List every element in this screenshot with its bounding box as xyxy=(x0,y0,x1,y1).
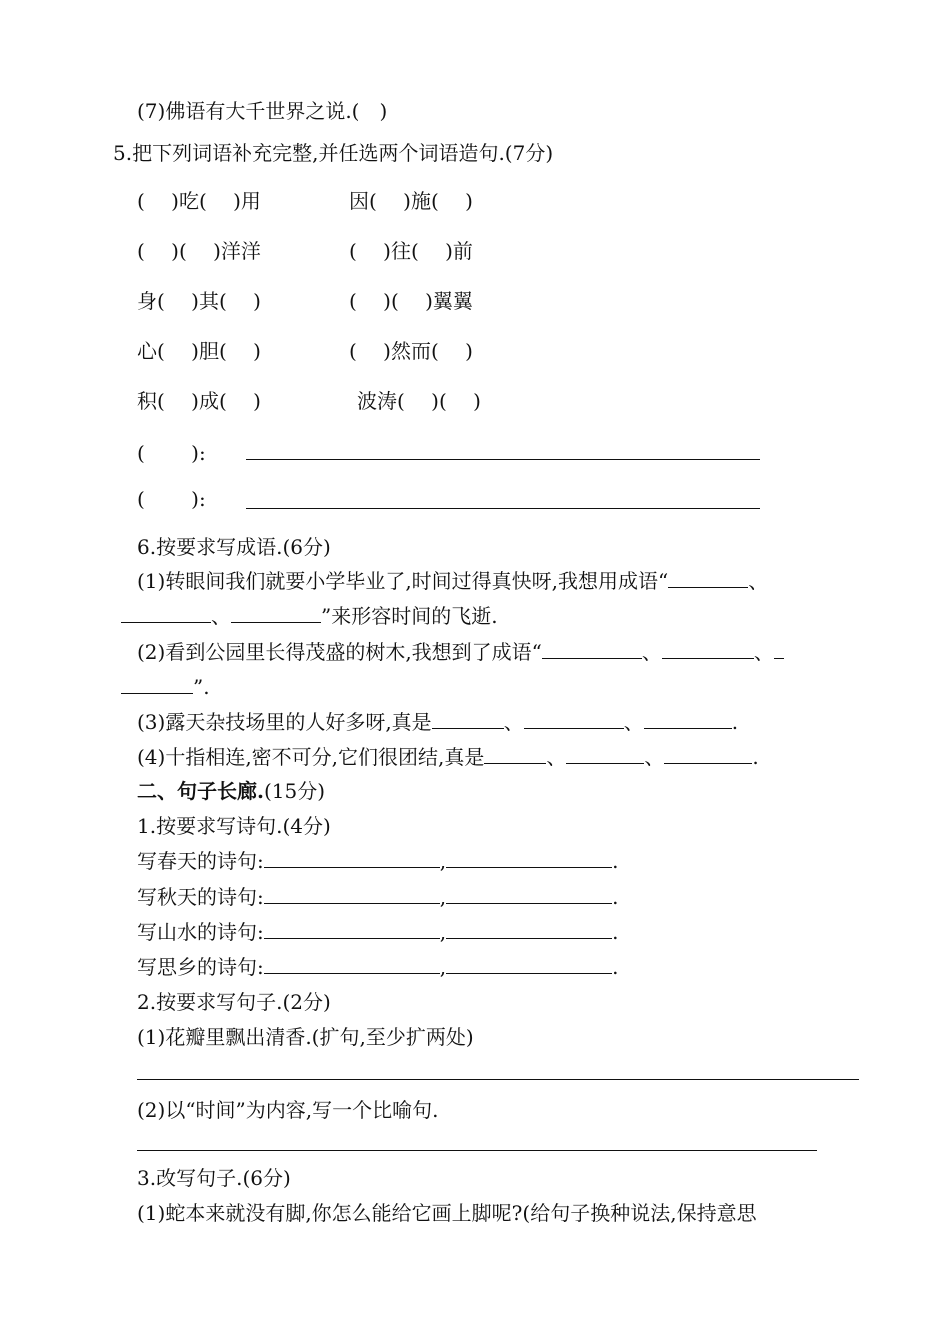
answer-blank[interactable] xyxy=(264,920,440,939)
answer-blank[interactable] xyxy=(121,675,193,694)
separator: , xyxy=(439,920,447,944)
q6-item-2-tail: ”. xyxy=(193,675,210,699)
answer-blank[interactable] xyxy=(446,955,612,974)
s1-spring xyxy=(137,848,618,874)
answer-blank[interactable] xyxy=(432,710,504,729)
separator: 、 xyxy=(546,745,567,769)
separator: . xyxy=(612,955,619,979)
answer-blank[interactable] xyxy=(668,569,748,588)
separator: 、 xyxy=(641,640,662,664)
answer-blank[interactable] xyxy=(484,745,546,764)
separator: . xyxy=(612,885,619,909)
answer-blank[interactable] xyxy=(524,710,624,729)
s1-autumn-label: 写秋天的诗句: xyxy=(137,885,264,909)
q5-blank-2a: ( )( )洋洋 xyxy=(137,239,261,263)
answer-blank[interactable] xyxy=(264,885,440,904)
section-2-heading xyxy=(137,778,325,804)
answer-blank[interactable] xyxy=(264,849,440,868)
separator: 、 xyxy=(644,745,665,769)
q5-title: 5.把下列词语补充完整,并任选两个词语造句.(7分) xyxy=(113,141,554,165)
separator: 、 xyxy=(753,640,774,664)
answer-blank[interactable] xyxy=(664,745,752,764)
q5-blank-4a: 心( )胆( ) xyxy=(137,339,261,363)
q5-blank-2b: ( )往( )前 xyxy=(349,239,473,263)
answer-blank[interactable] xyxy=(231,604,321,623)
s2-item-1-answer-line[interactable] xyxy=(137,1079,859,1080)
s2-item-2: (2)以“时间”为内容,写一个比喻句. xyxy=(137,1098,439,1122)
answer-blank[interactable] xyxy=(662,640,754,659)
separator: . xyxy=(752,745,759,769)
separator: 、 xyxy=(211,604,231,628)
q4-item-7: (7)佛语有大千世界之说.( ) xyxy=(137,99,388,123)
separator: . xyxy=(612,849,619,873)
answer-blank[interactable] xyxy=(121,604,211,623)
separator: , xyxy=(439,849,447,873)
answer-blank[interactable] xyxy=(774,640,784,659)
s1-home xyxy=(137,954,618,980)
q5-sentence-1-label: ( ): xyxy=(137,441,206,465)
separator: . xyxy=(612,920,619,944)
separator: 、 xyxy=(503,710,524,734)
q6-item-2-text: (2)看到公园里长得茂盛的树木,我想到了成语“ xyxy=(137,640,542,664)
q6-item-1 xyxy=(137,568,768,594)
answer-blank[interactable] xyxy=(542,640,642,659)
separator: . xyxy=(731,710,739,734)
q6-item-3-text: (3)露天杂技场里的人好多呀,真是 xyxy=(137,710,432,734)
s2-item-1: (1)花瓣里飘出清香.(扩句,至少扩两处) xyxy=(137,1025,474,1049)
section-2-title: 二、句子长廊. xyxy=(137,779,264,803)
answer-blank[interactable] xyxy=(264,955,440,974)
q6-item-4 xyxy=(137,744,759,770)
s1-title: 1.按要求写诗句.(4分) xyxy=(137,814,331,838)
answer-blank[interactable] xyxy=(566,745,644,764)
q6-item-3 xyxy=(137,709,738,735)
s1-autumn xyxy=(137,884,618,910)
s1-mountain xyxy=(137,919,618,945)
q5-blank-1b: 因( )施( ) xyxy=(349,189,473,213)
s3-title: 3.改写句子.(6分) xyxy=(137,1166,291,1190)
separator: 、 xyxy=(623,710,644,734)
q5-sentence-2-line[interactable] xyxy=(246,508,760,509)
q6-item-2 xyxy=(137,639,784,665)
s1-home-label: 写思乡的诗句: xyxy=(137,955,264,979)
q5-blank-5b: 波涛( )( ) xyxy=(357,389,481,413)
s2-item-2-answer-line[interactable] xyxy=(137,1150,817,1151)
s3-item-1: (1)蛇本来就没有脚,你怎么能给它画上脚呢?(给句子换种说法,保持意思 xyxy=(137,1201,757,1225)
separator: , xyxy=(439,885,447,909)
s1-mountain-label: 写山水的诗句: xyxy=(137,920,264,944)
q5-blank-3a: 身( )其( ) xyxy=(137,289,261,313)
q5-blank-5a: 积( )成( ) xyxy=(137,389,261,413)
separator: 、 xyxy=(748,569,769,593)
q6-item-2-cont xyxy=(121,674,210,700)
q6-item-1-tail: ”来形容时间的飞逝. xyxy=(321,604,498,628)
answer-blank[interactable] xyxy=(446,920,612,939)
answer-blank[interactable] xyxy=(446,849,612,868)
q6-title: 6.按要求写成语.(6分) xyxy=(137,535,331,559)
q6-item-1-cont xyxy=(121,603,498,629)
q6-item-4-text: (4)十指相连,密不可分,它们很团结,真是 xyxy=(137,745,485,769)
separator: , xyxy=(439,955,447,979)
section-2-score: (15分) xyxy=(263,779,326,803)
s2-title: 2.按要求写句子.(2分) xyxy=(137,990,331,1014)
q5-blank-4b: ( )然而( ) xyxy=(349,339,473,363)
q5-sentence-1-line[interactable] xyxy=(246,459,760,460)
answer-blank[interactable] xyxy=(446,885,612,904)
q5-sentence-2-label: ( ): xyxy=(137,487,206,511)
s1-spring-label: 写春天的诗句: xyxy=(137,849,264,873)
q5-blank-3b: ( )( )翼翼 xyxy=(349,289,473,313)
answer-blank[interactable] xyxy=(644,710,732,729)
q5-blank-1a: ( )吃( )用 xyxy=(137,189,261,213)
q6-item-1-text: (1)转眼间我们就要小学毕业了,时间过得真快呀,我想用成语“ xyxy=(137,569,669,593)
